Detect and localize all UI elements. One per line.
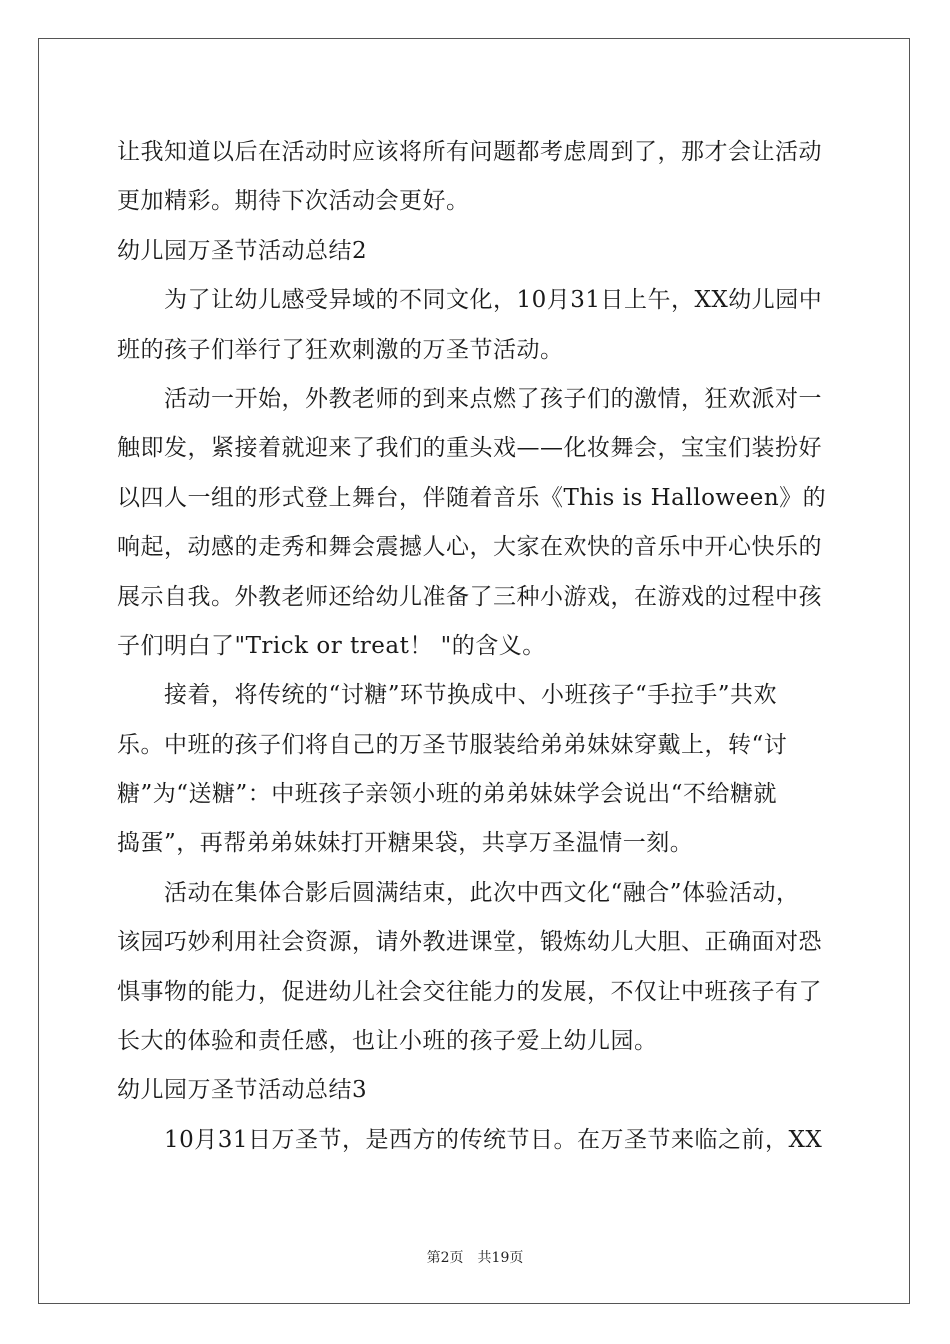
text-line: 幼儿园万圣节活动总结3 [117,1077,368,1104]
text-line: 接着，将传统的“讨糖”环节换成中、小班孩子“手拉手”共欢 [164,682,778,709]
text-line: 惧事物的能力，促进幼儿社会交往能力的发展，不仅让中班孩子有了 [117,978,822,1005]
text-line: 乐。中班的孩子们将自己的万圣节服装给弟弟妹妹穿戴上，转“讨 [117,731,788,758]
document-body [117,128,833,1165]
text-line: 更加精彩。期待下次活动会更好。 [117,188,470,215]
text-line: 该园巧妙利用社会资源，请外教进课堂，锻炼幼儿大胆、正确面对恐 [117,929,822,956]
text-line: 以四人一组的形式登上舞台，伴随着音乐《This is Halloween》的 [117,484,827,511]
text-line: 触即发，紧接着就迎来了我们的重头戏——化妆舞会，宝宝们装扮好 [117,435,822,462]
text-line: 捣蛋”，再帮弟弟妹妹打开糖果袋，共享万圣温情一刻。 [117,830,694,857]
text-line: 为了让幼儿感受异域的不同文化，10月31日上午，XX幼儿园中 [164,287,823,314]
text-line: 子们明白了"Trick or treat！ "的含义。 [117,632,546,659]
text-line: 活动一开始，外教老师的到来点燃了孩子们的激情，狂欢派对一 [164,385,822,412]
text-line: 糖”为“送糖”：中班孩子亲领小班的弟弟妹妹学会说出“不给糖就 [117,781,778,808]
text-line: 让我知道以后在活动时应该将所有问题都考虑周到了，那才会让活动 [117,139,822,165]
text-line: 10月31日万圣节，是西方的传统节日。在万圣节来临之前，XX [164,1126,823,1153]
text-line: 班的孩子们举行了狂欢刺激的万圣节活动。 [117,336,564,363]
text-line: 幼儿园万圣节活动总结2 [117,237,368,264]
text-line: 活动在集体合影后圆满结束，此次中西文化“融合”体验活动， [164,879,800,906]
text-line: 响起，动感的走秀和舞会震撼人心，大家在欢快的音乐中开心快乐的 [117,534,822,561]
page-footer: 第2页 共19页 [426,1250,524,1266]
text-line: 长大的体验和责任感，也让小班的孩子爱上幼儿园。 [117,1028,658,1055]
text-line: 展示自我。外教老师还给幼儿准备了三种小游戏，在游戏的过程中孩 [117,583,822,610]
